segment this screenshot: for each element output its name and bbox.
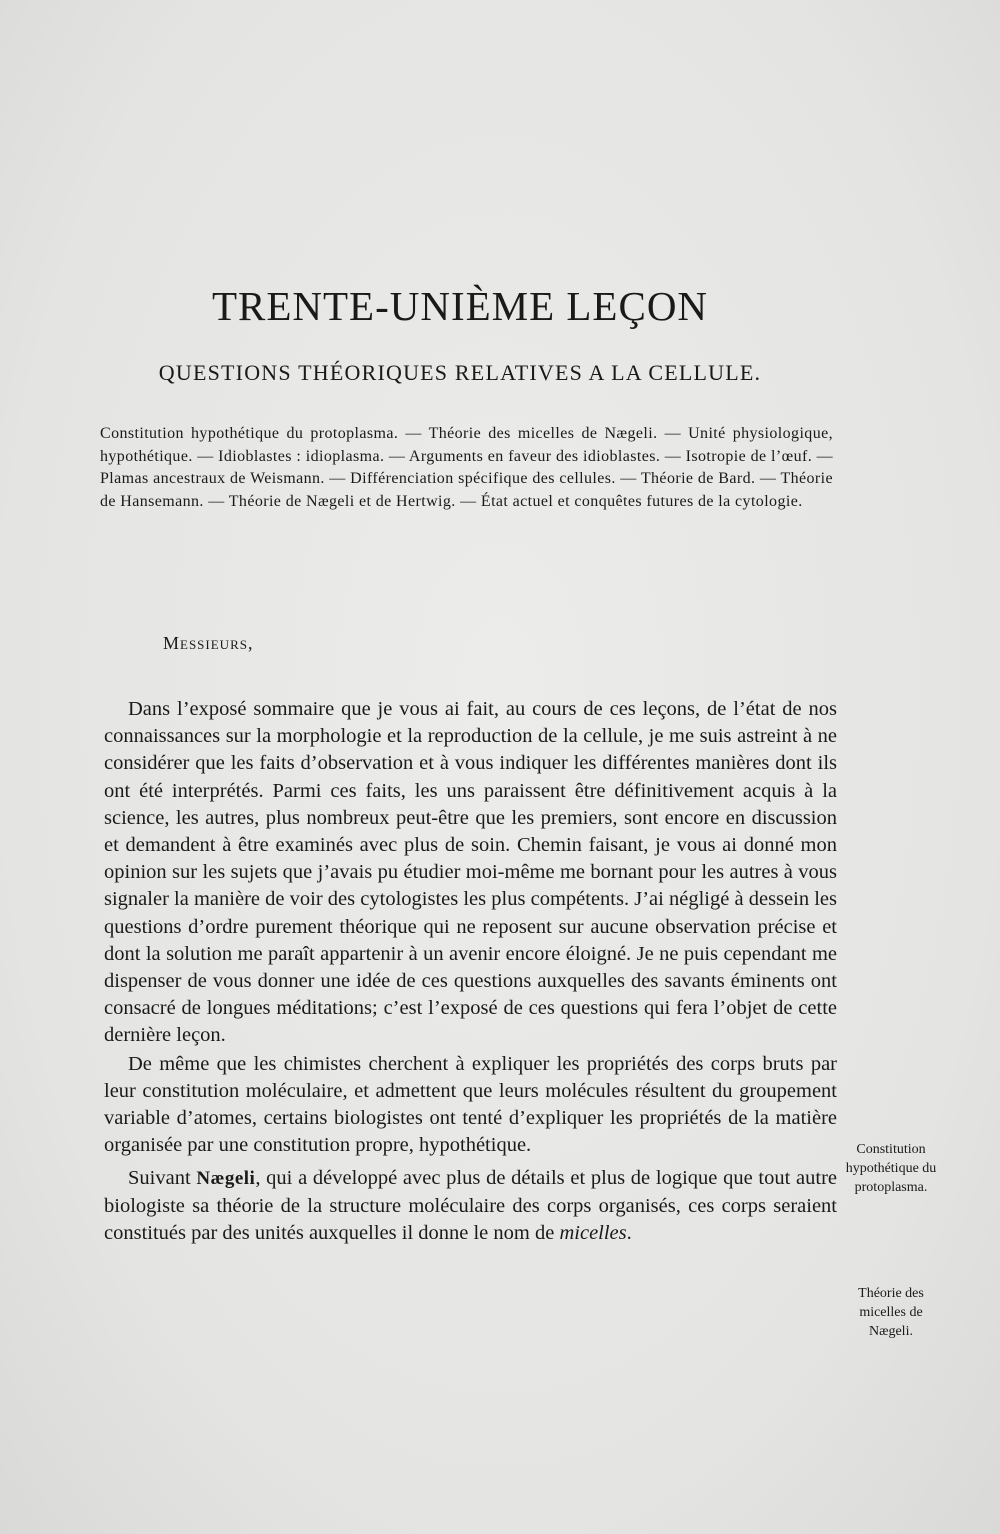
margin-note-constitution: Constitution hypothétique du protoplasma. bbox=[845, 1142, 937, 1195]
paragraph-2: De même que les chimistes cherchent à expliquer les propriétés des corps bruts par leur constitution moléculaire, et admettent que leurs molécules résultent du groupement variable d’atomes, certains biologistes ont tenté d’expliquer les propriétés de la matière organisée par une constitution propre, hypothétique. bbox=[104, 1052, 837, 1157]
chapter-summary: Constitution hypothétique du protoplasma. — Théorie des micelles de Nægeli. — Unité physiologique, hypothétique. — Idioblastes : idioplasma. — Arguments en faveur des idioblastes. — Isotropie de l’œuf. — Plamas ancestraux de Weismann. — Différenciation spécifique des cellules. — Théorie de Bard. — Théorie de Hansemann. — Théorie de Nægeli et de Hertwig. — État actuel et conquêtes futures de la cytologie. bbox=[100, 425, 833, 510]
paragraph-3-start: Suivant bbox=[128, 1167, 191, 1190]
paragraph-3-middle: , qui a développé avec plus de détails et plus de logique que tout autre biologiste sa théorie de la structure moléculaire des corps organisés, ces corps seraient constitués par des unités auxquelles il donne le nom de bbox=[104, 1167, 838, 1244]
chapter-title: TRENTE-UNIÈME LEÇON bbox=[211, 283, 709, 329]
term-micelles: micelles bbox=[559, 1221, 627, 1244]
body-text bbox=[104, 696, 837, 1247]
margin-note-micelles: Théorie des micelles de Nægeli. bbox=[858, 1286, 924, 1339]
paragraph-3-end: . bbox=[626, 1221, 632, 1244]
author-name: Nægeli bbox=[196, 1168, 256, 1190]
chapter-subtitle: QUESTIONS THÉORIQUES RELATIVES A LA CELLULE. bbox=[158, 360, 762, 385]
paragraph-1: Dans l’exposé sommaire que je vous ai fait, au cours de ces leçons, de l’état de nos connaissances sur la morphologie et la reproduction de la cellule, je me suis astreint à ne considérer que les faits d’observation et à vous indiquer les différentes manières dont ils ont été interprétés. Parmi ces faits, les uns paraissent être définitivement acquis à la science, les autres, plus nombreux peut-être que les premiers, sont encore en discussion et demandent à être examinés avec plus de soin. Chemin faisant, je vous ai donné mon opinion sur les sujets que j’avais pu étudier moi-même me bornant pour les autres à vous signaler la manière de voir des cytologistes les plus compétents. J’ai négligé à dessein les questions d’ordre purement théorique qui ne reposent sur aucune observation précise et dont la solution me paraît appartenir à un avenir encore éloigné. Je ne puis cependant me dispenser de vous donner une idée de ces questions auxquelles des savants éminents ont consacré de longues méditations; c’est l’exposé de ces questions qui fera l’objet de cette dernière leçon. bbox=[104, 698, 837, 1047]
paragraph-3 bbox=[104, 1165, 837, 1247]
salutation: Messieurs, bbox=[163, 633, 254, 653]
